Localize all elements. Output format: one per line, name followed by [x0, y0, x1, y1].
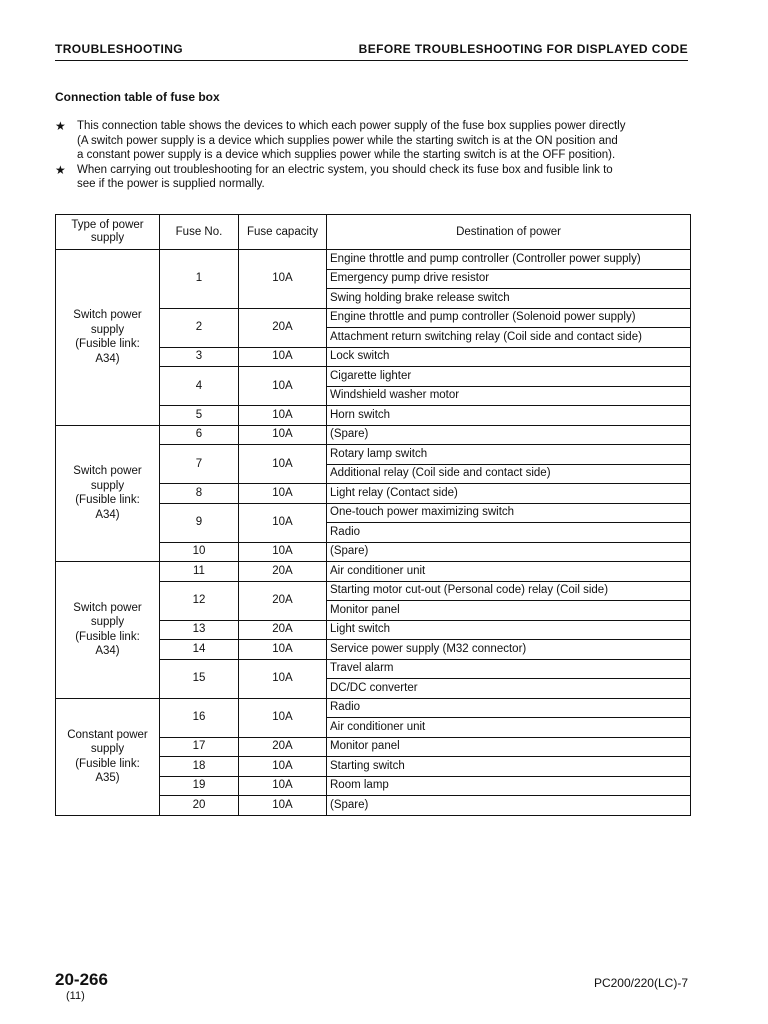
destination: Swing holding brake release switch: [327, 289, 691, 309]
fuse-capacity: 20A: [239, 737, 327, 757]
section-title: Connection table of fuse box: [55, 90, 220, 104]
fuse-no: 15: [160, 659, 239, 698]
header-rule: [55, 60, 688, 61]
fuse-capacity: 10A: [239, 367, 327, 406]
destination: Cigarette lighter: [327, 367, 691, 387]
fuse-no: 4: [160, 367, 239, 406]
fuse-no: 14: [160, 640, 239, 660]
fuse-capacity: 10A: [239, 406, 327, 426]
fuse-no: 7: [160, 445, 239, 484]
star-icon: ★: [55, 162, 66, 177]
fuse-no: 12: [160, 581, 239, 620]
note-2: [55, 163, 688, 192]
fuse-no: 2: [160, 308, 239, 347]
note-line: (A switch power supply is a device which supplies power while the starting switch is at the ON position and: [77, 134, 618, 147]
col-header-fuse-capacity: Fuse capacity: [239, 215, 327, 250]
fuse-no: 17: [160, 737, 239, 757]
fuse-capacity: 20A: [239, 562, 327, 582]
fuse-capacity: 10A: [239, 659, 327, 698]
note-line: This connection table shows the devices to which each power supply of the fuse box supplies power directly: [77, 120, 626, 132]
destination: Horn switch: [327, 406, 691, 426]
fuse-capacity: 10A: [239, 347, 327, 367]
fuse-capacity: 10A: [239, 640, 327, 660]
destination: Room lamp: [327, 776, 691, 796]
fuse-capacity: 20A: [239, 620, 327, 640]
fuse-no: 1: [160, 250, 239, 309]
page-number: 20-266: [55, 970, 108, 989]
fuse-capacity: 10A: [239, 250, 327, 309]
table-header-row: [56, 215, 691, 250]
fuse-no: 8: [160, 484, 239, 504]
destination: Light switch: [327, 620, 691, 640]
fuse-no: 3: [160, 347, 239, 367]
fuse-capacity: 10A: [239, 445, 327, 484]
destination: Windshield washer motor: [327, 386, 691, 406]
fuse-no: 10: [160, 542, 239, 562]
fuse-no: 9: [160, 503, 239, 542]
col-header-destination: Destination of power: [327, 215, 691, 250]
col-header-fuse-no: Fuse No.: [160, 215, 239, 250]
fuse-connection-table: [55, 214, 691, 816]
fuse-capacity: 10A: [239, 503, 327, 542]
destination: Rotary lamp switch: [327, 445, 691, 465]
destination: Starting switch: [327, 757, 691, 777]
destination: Emergency pump drive resistor: [327, 269, 691, 289]
destination: (Spare): [327, 542, 691, 562]
destination: One-touch power maximizing switch: [327, 503, 691, 523]
supply-cell: Switch power supply (Fusible link: A34): [56, 562, 160, 699]
star-icon: ★: [55, 119, 66, 133]
destination: (Spare): [327, 425, 691, 445]
fuse-capacity: 10A: [239, 757, 327, 777]
destination: Light relay (Contact side): [327, 484, 691, 504]
note-1: [55, 119, 688, 163]
table-row: [56, 562, 691, 582]
destination: Starting motor cut-out (Personal code) relay (Coil side): [327, 581, 691, 601]
note-line: a constant power supply is a device which supplies power while the starting switch is at the OFF position).: [77, 149, 616, 161]
destination: DC/DC converter: [327, 679, 691, 699]
fuse-capacity: 10A: [239, 425, 327, 445]
fuse-no: 13: [160, 620, 239, 640]
fuse-capacity: 10A: [239, 484, 327, 504]
fuse-no: 18: [160, 757, 239, 777]
destination: Monitor panel: [327, 737, 691, 757]
running-header-left: TROUBLESHOOTING: [55, 42, 183, 56]
model-name: PC200/220(LC)-7: [593, 976, 688, 990]
destination: Service power supply (M32 connector): [327, 640, 691, 660]
fuse-capacity: 10A: [239, 776, 327, 796]
destination: Monitor panel: [327, 601, 691, 621]
table-row: [56, 698, 691, 718]
destination: Attachment return switching relay (Coil side and contact side): [327, 328, 691, 348]
table-row: [56, 250, 691, 270]
supply-cell: Switch power supply (Fusible link: A34): [56, 250, 160, 426]
fuse-no: 20: [160, 796, 239, 816]
fuse-no: 5: [160, 406, 239, 426]
notes: [55, 119, 688, 192]
destination: Additional relay (Coil side and contact side): [327, 464, 691, 484]
note-line: see if the power is supplied normally.: [77, 178, 265, 190]
revision-number: (11): [66, 990, 85, 1002]
destination: Lock switch: [327, 347, 691, 367]
note-1-text: [77, 119, 688, 163]
note-2-text: [77, 163, 688, 192]
destination: (Spare): [327, 796, 691, 816]
fuse-no: 11: [160, 562, 239, 582]
destination: Radio: [327, 523, 691, 543]
destination: Air conditioner unit: [327, 562, 691, 582]
supply-cell: Constant power supply (Fusible link: A35): [56, 698, 160, 815]
fuse-capacity: 20A: [239, 581, 327, 620]
destination: Engine throttle and pump controller (Solenoid power supply): [327, 308, 691, 328]
fuse-capacity: 10A: [239, 698, 327, 737]
fuse-no: 16: [160, 698, 239, 737]
running-header-right: BEFORE TROUBLESHOOTING FOR DISPLAYED CODE: [358, 42, 688, 56]
destination: Travel alarm: [327, 659, 691, 679]
fuse-capacity: 20A: [239, 308, 327, 347]
table-row: [56, 425, 691, 445]
fuse-capacity: 10A: [239, 796, 327, 816]
note-line: When carrying out troubleshooting for an electric system, you should check its fuse box and fusible link to: [77, 163, 613, 176]
destination: Engine throttle and pump controller (Controller power supply): [327, 250, 691, 270]
col-header-supply-type: Type of power supply: [56, 215, 160, 250]
fuse-no: 6: [160, 425, 239, 445]
destination: Radio: [327, 698, 691, 718]
supply-cell: Switch power supply (Fusible link: A34): [56, 425, 160, 562]
destination: Air conditioner unit: [327, 718, 691, 738]
fuse-capacity: 10A: [239, 542, 327, 562]
fuse-no: 19: [160, 776, 239, 796]
